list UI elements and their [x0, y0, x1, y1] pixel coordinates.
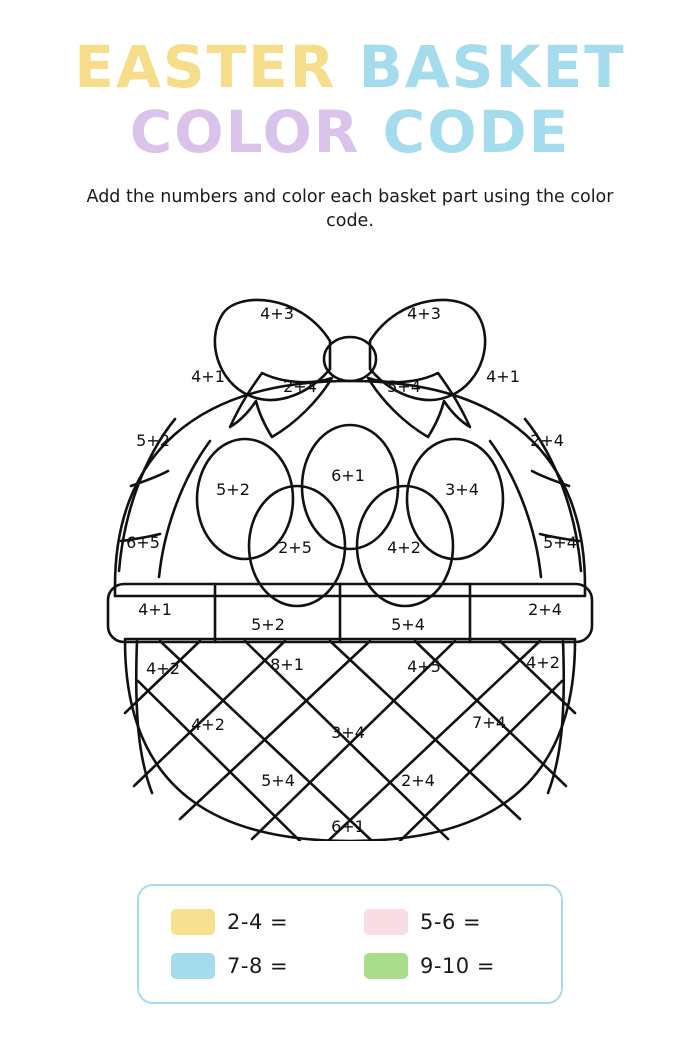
label-band-2: 5+2 — [251, 615, 285, 635]
basket-rim-band — [108, 584, 592, 642]
label-egg-4: 2+5 — [278, 538, 312, 558]
title-word-basket: BASKET — [358, 33, 626, 101]
label-dome-left-3: 6+5 — [126, 533, 160, 553]
label-dome-right-1: 4+1 — [486, 367, 520, 387]
color-code-legend — [137, 884, 563, 1004]
title-line-2 — [0, 98, 700, 167]
label-body-2: 8+1 — [270, 655, 304, 675]
label-bow-right-tail: 5+4 — [387, 377, 421, 397]
label-band-1: 4+1 — [138, 600, 172, 620]
legend-swatch-green — [364, 953, 408, 979]
label-body-7: 7+4 — [472, 713, 506, 733]
legend-item — [350, 944, 543, 988]
label-bow-left-tail: 2+4 — [283, 377, 317, 397]
legend-label: 2-4 = — [227, 910, 289, 934]
label-body-5: 4+2 — [191, 715, 225, 735]
bow-knot — [324, 337, 376, 381]
egg-3 — [407, 439, 503, 559]
label-body-6: 3+4 — [331, 723, 365, 743]
label-egg-3: 3+4 — [445, 480, 479, 500]
basket-svg — [0, 241, 700, 841]
title-word-easter: EASTER — [74, 33, 337, 101]
label-dome-left-2: 5+2 — [136, 431, 170, 451]
basket-artwork — [0, 241, 700, 841]
legend-item — [350, 900, 543, 944]
dome-right-divider-1 — [532, 471, 569, 486]
egg-2 — [302, 425, 398, 549]
label-band-3: 5+4 — [391, 615, 425, 635]
label-bow-right-loop: 4+3 — [407, 304, 441, 324]
legend-label: 5-6 = — [420, 910, 482, 934]
label-bow-left-loop: 4+3 — [260, 304, 294, 324]
basket-dome-outline — [115, 381, 585, 596]
label-body-3: 4+5 — [407, 657, 441, 677]
label-egg-2: 6+1 — [331, 466, 365, 486]
title-word-code: CODE — [382, 98, 571, 167]
legend-item — [157, 900, 350, 944]
label-body-1: 4+2 — [146, 659, 180, 679]
dome-right-panel-line-2 — [490, 441, 541, 577]
label-body-9: 2+4 — [401, 771, 435, 791]
label-body-10: 6+1 — [331, 817, 365, 837]
number-labels — [126, 304, 577, 836]
instructions-text: Add the numbers and color each basket part using the color code. — [86, 187, 614, 231]
legend-swatch-blue — [171, 953, 215, 979]
dome-left-panel-line-2 — [159, 441, 210, 577]
label-body-8: 5+4 — [261, 771, 295, 791]
legend-swatch-pink — [364, 909, 408, 935]
label-dome-right-3: 5+4 — [543, 533, 577, 553]
label-body-4: 4+2 — [526, 653, 560, 673]
legend-swatch-yellow — [171, 909, 215, 935]
label-band-4: 2+4 — [528, 600, 562, 620]
label-egg-1: 5+2 — [216, 480, 250, 500]
legend-label: 7-8 = — [227, 954, 289, 978]
label-dome-right-2: 2+4 — [530, 431, 564, 451]
title-word-color: COLOR — [129, 98, 361, 167]
label-egg-5: 4+2 — [387, 538, 421, 558]
legend-item — [157, 944, 350, 988]
legend-label: 9-10 = — [420, 954, 495, 978]
label-dome-left-1: 4+1 — [191, 367, 225, 387]
title-line-1 — [0, 33, 700, 101]
dome-left-divider-1 — [131, 471, 168, 486]
page-title — [0, 0, 700, 167]
